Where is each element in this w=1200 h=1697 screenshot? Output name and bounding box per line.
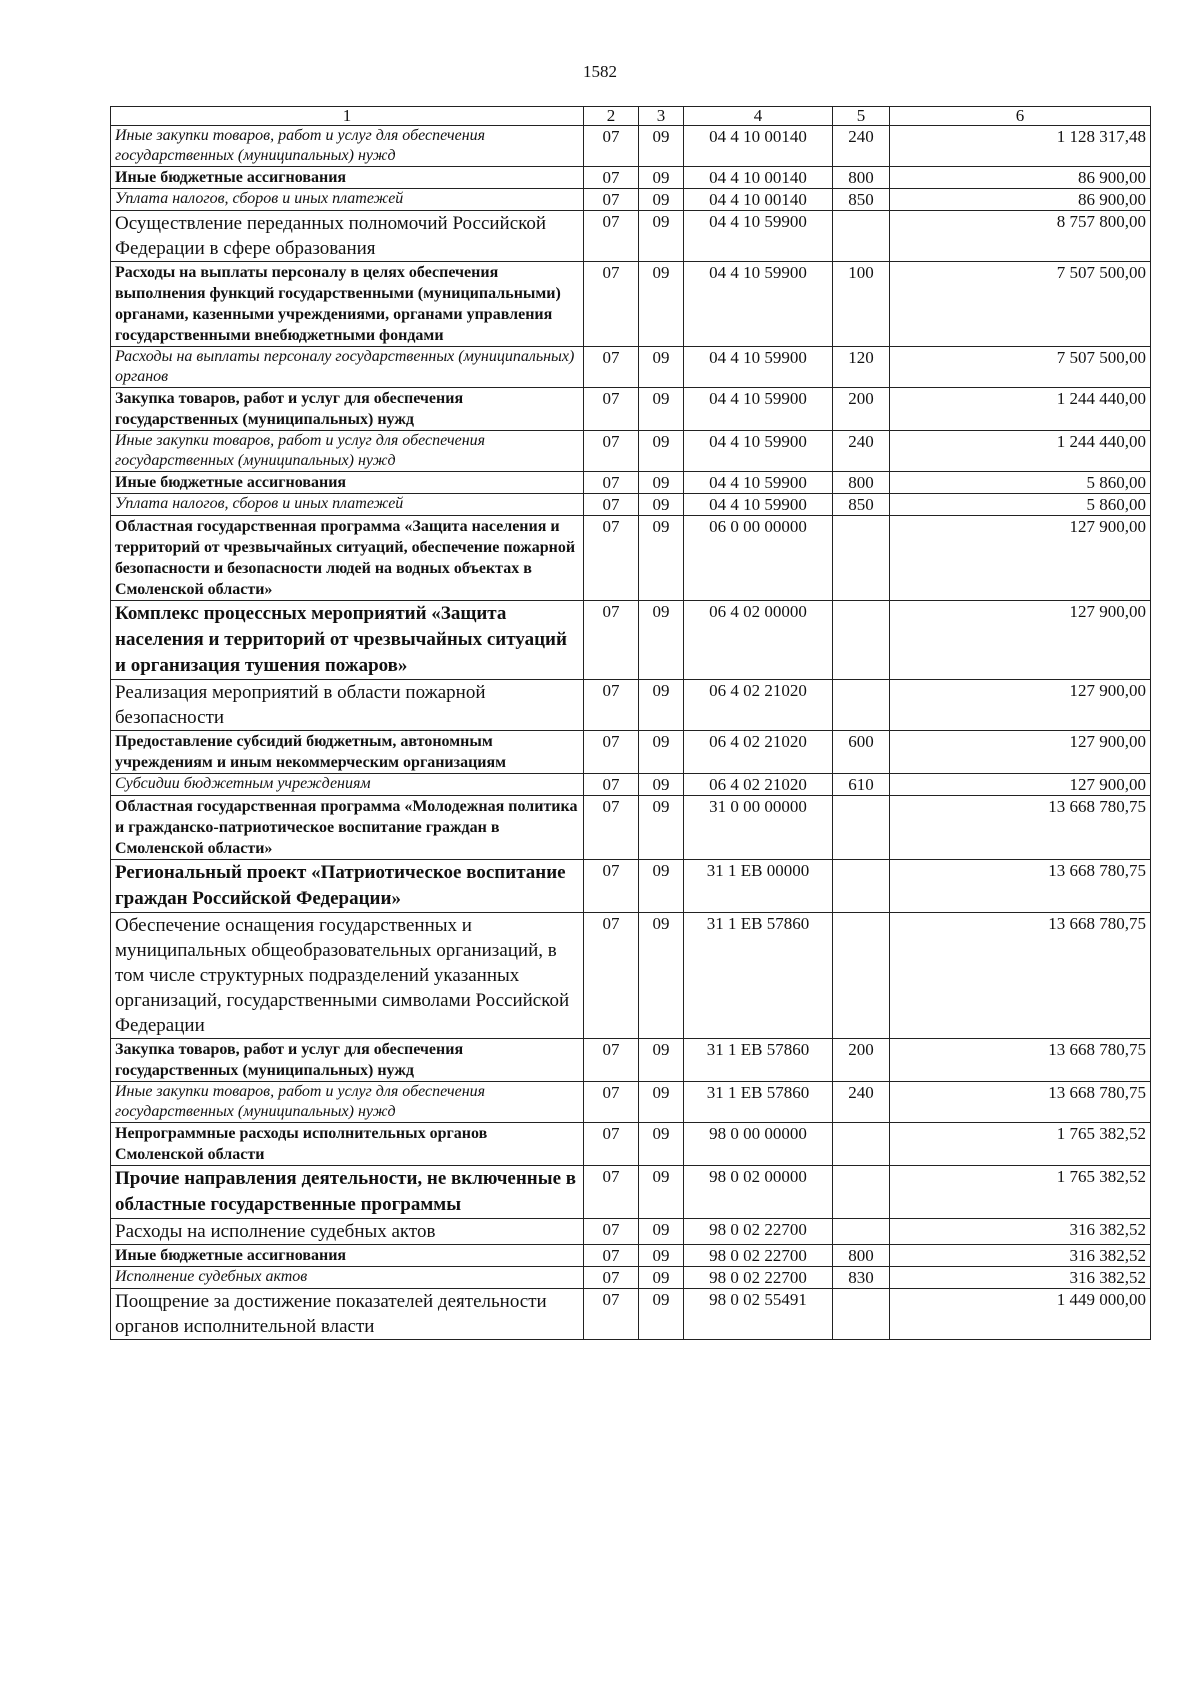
- expense-type-cell: [833, 1123, 890, 1166]
- row-name-cell: Иные закупки товаров, работ и услуг для обеспечения государственных (муниципальных) нужд: [111, 431, 584, 472]
- row-name-cell: Расходы на выплаты персоналу в целях обеспечения выполнения функций государственными (муниципальными) органами, казенными учреждениями, органами управления государственными внебюджетными фондами: [111, 262, 584, 347]
- row-name-cell: Региональный проект «Патриотическое воспитание граждан Российской Федерации»: [111, 860, 584, 913]
- row-name-cell: Областная государственная программа «Защита населения и территорий от чрезвычайных ситуаций, обеспечение пожарной безопасности и безопасности людей на водных объектах в Смоленской области»: [111, 516, 584, 601]
- expense-type-cell: 240: [833, 1082, 890, 1123]
- row-name-cell: Осуществление переданных полномочий Российской Федерации в сфере образования: [111, 211, 584, 262]
- amount-cell: 5 860,00: [890, 472, 1151, 494]
- target-article-cell: 98 0 02 22700: [684, 1219, 833, 1245]
- expense-type-cell: 830: [833, 1267, 890, 1289]
- table-row: [111, 472, 1151, 494]
- row-name-cell: Иные бюджетные ассигнования: [111, 1245, 584, 1267]
- expense-type-cell: 200: [833, 388, 890, 431]
- table-row: [111, 601, 1151, 680]
- amount-cell: 1 244 440,00: [890, 388, 1151, 431]
- table-header-row: [111, 107, 1151, 126]
- row-name-cell: Предоставление субсидий бюджетным, автономным учреждениям и иным некоммерческим организациям: [111, 731, 584, 774]
- subsection-code-cell: 09: [639, 211, 684, 262]
- section-code-cell: 07: [584, 1166, 639, 1219]
- section-code-cell: 07: [584, 1123, 639, 1166]
- section-code-cell: 07: [584, 796, 639, 860]
- target-article-cell: 06 4 02 21020: [684, 774, 833, 796]
- subsection-code-cell: 09: [639, 774, 684, 796]
- target-article-cell: 04 4 10 59900: [684, 494, 833, 516]
- table-row: [111, 189, 1151, 211]
- table-row: [111, 347, 1151, 388]
- target-article-cell: 04 4 10 59900: [684, 431, 833, 472]
- target-article-cell: 04 4 10 00140: [684, 189, 833, 211]
- amount-cell: 13 668 780,75: [890, 796, 1151, 860]
- subsection-code-cell: 09: [639, 1219, 684, 1245]
- amount-cell: 127 900,00: [890, 601, 1151, 680]
- section-code-cell: 07: [584, 1245, 639, 1267]
- amount-cell: 8 757 800,00: [890, 211, 1151, 262]
- expense-type-cell: 600: [833, 731, 890, 774]
- subsection-code-cell: 09: [639, 494, 684, 516]
- amount-cell: 13 668 780,75: [890, 1039, 1151, 1082]
- target-article-cell: 04 4 10 00140: [684, 167, 833, 189]
- section-code-cell: 07: [584, 601, 639, 680]
- table-row: [111, 860, 1151, 913]
- column-header-3: 3: [639, 107, 684, 126]
- table-row: [111, 913, 1151, 1039]
- subsection-code-cell: 09: [639, 347, 684, 388]
- section-code-cell: 07: [584, 494, 639, 516]
- amount-cell: 1 765 382,52: [890, 1166, 1151, 1219]
- subsection-code-cell: 09: [639, 388, 684, 431]
- section-code-cell: 07: [584, 126, 639, 167]
- subsection-code-cell: 09: [639, 796, 684, 860]
- subsection-code-cell: 09: [639, 516, 684, 601]
- row-name-cell: Областная государственная программа «Молодежная политика и гражданско-патриотическое воспитание граждан в Смоленской области»: [111, 796, 584, 860]
- amount-cell: 1 244 440,00: [890, 431, 1151, 472]
- section-code-cell: 07: [584, 913, 639, 1039]
- subsection-code-cell: 09: [639, 472, 684, 494]
- row-name-cell: Иные закупки товаров, работ и услуг для обеспечения государственных (муниципальных) нужд: [111, 126, 584, 167]
- target-article-cell: 06 4 02 21020: [684, 731, 833, 774]
- budget-table: [110, 106, 1151, 1340]
- target-article-cell: 31 1 ЕВ 57860: [684, 913, 833, 1039]
- subsection-code-cell: 09: [639, 913, 684, 1039]
- table-row: [111, 1289, 1151, 1340]
- expense-type-cell: [833, 1166, 890, 1219]
- expense-type-cell: 240: [833, 431, 890, 472]
- expense-type-cell: 800: [833, 472, 890, 494]
- section-code-cell: 07: [584, 680, 639, 731]
- section-code-cell: 07: [584, 1267, 639, 1289]
- subsection-code-cell: 09: [639, 860, 684, 913]
- table-row: [111, 796, 1151, 860]
- subsection-code-cell: 09: [639, 262, 684, 347]
- table-row: [111, 731, 1151, 774]
- target-article-cell: 04 4 10 59900: [684, 472, 833, 494]
- row-name-cell: Уплата налогов, сборов и иных платежей: [111, 189, 584, 211]
- target-article-cell: 04 4 10 59900: [684, 388, 833, 431]
- table-row: [111, 1267, 1151, 1289]
- table-row: [111, 388, 1151, 431]
- expense-type-cell: [833, 1219, 890, 1245]
- amount-cell: 127 900,00: [890, 680, 1151, 731]
- section-code-cell: 07: [584, 211, 639, 262]
- page-number: 1582: [583, 62, 617, 81]
- table-row: [111, 1039, 1151, 1082]
- amount-cell: 127 900,00: [890, 516, 1151, 601]
- table-row: [111, 167, 1151, 189]
- table-row: [111, 431, 1151, 472]
- expense-type-cell: 800: [833, 1245, 890, 1267]
- table-row: [111, 1219, 1151, 1245]
- column-header-4: 4: [684, 107, 833, 126]
- row-name-cell: Расходы на исполнение судебных актов: [111, 1219, 584, 1245]
- amount-cell: 316 382,52: [890, 1219, 1151, 1245]
- target-article-cell: 31 1 ЕВ 57860: [684, 1082, 833, 1123]
- section-code-cell: 07: [584, 1082, 639, 1123]
- section-code-cell: 07: [584, 189, 639, 211]
- row-name-cell: Уплата налогов, сборов и иных платежей: [111, 494, 584, 516]
- subsection-code-cell: 09: [639, 680, 684, 731]
- expense-type-cell: [833, 913, 890, 1039]
- subsection-code-cell: 09: [639, 731, 684, 774]
- table-row: [111, 126, 1151, 167]
- column-header-1: 1: [111, 107, 584, 126]
- column-header-5: 5: [833, 107, 890, 126]
- expense-type-cell: [833, 211, 890, 262]
- expense-type-cell: 850: [833, 494, 890, 516]
- expense-type-cell: [833, 601, 890, 680]
- table-row: [111, 1245, 1151, 1267]
- amount-cell: 316 382,52: [890, 1267, 1151, 1289]
- section-code-cell: 07: [584, 774, 639, 796]
- subsection-code-cell: 09: [639, 167, 684, 189]
- target-article-cell: 31 0 00 00000: [684, 796, 833, 860]
- section-code-cell: 07: [584, 860, 639, 913]
- target-article-cell: 98 0 00 00000: [684, 1123, 833, 1166]
- row-name-cell: Расходы на выплаты персоналу государственных (муниципальных) органов: [111, 347, 584, 388]
- expense-type-cell: [833, 516, 890, 601]
- target-article-cell: 04 4 10 00140: [684, 126, 833, 167]
- target-article-cell: 31 1 ЕВ 00000: [684, 860, 833, 913]
- expense-type-cell: [833, 680, 890, 731]
- section-code-cell: 07: [584, 388, 639, 431]
- subsection-code-cell: 09: [639, 1166, 684, 1219]
- amount-cell: 86 900,00: [890, 167, 1151, 189]
- expense-type-cell: 610: [833, 774, 890, 796]
- table-row: [111, 1082, 1151, 1123]
- target-article-cell: 98 0 02 55491: [684, 1289, 833, 1340]
- expense-type-cell: 800: [833, 167, 890, 189]
- amount-cell: 127 900,00: [890, 731, 1151, 774]
- section-code-cell: 07: [584, 472, 639, 494]
- row-name-cell: Поощрение за достижение показателей деятельности органов исполнительной власти: [111, 1289, 584, 1340]
- column-header-2: 2: [584, 107, 639, 126]
- subsection-code-cell: 09: [639, 1289, 684, 1340]
- amount-cell: 13 668 780,75: [890, 913, 1151, 1039]
- target-article-cell: 06 0 00 00000: [684, 516, 833, 601]
- table-row: [111, 1166, 1151, 1219]
- expense-type-cell: 240: [833, 126, 890, 167]
- target-article-cell: 04 4 10 59900: [684, 211, 833, 262]
- amount-cell: 127 900,00: [890, 774, 1151, 796]
- amount-cell: 7 507 500,00: [890, 262, 1151, 347]
- table-row: [111, 680, 1151, 731]
- table-row: [111, 211, 1151, 262]
- subsection-code-cell: 09: [639, 1245, 684, 1267]
- target-article-cell: 04 4 10 59900: [684, 262, 833, 347]
- subsection-code-cell: 09: [639, 126, 684, 167]
- subsection-code-cell: 09: [639, 1267, 684, 1289]
- section-code-cell: 07: [584, 167, 639, 189]
- expense-type-cell: 200: [833, 1039, 890, 1082]
- amount-cell: 13 668 780,75: [890, 860, 1151, 913]
- target-article-cell: 04 4 10 59900: [684, 347, 833, 388]
- row-name-cell: Иные закупки товаров, работ и услуг для обеспечения государственных (муниципальных) нужд: [111, 1082, 584, 1123]
- section-code-cell: 07: [584, 1219, 639, 1245]
- row-name-cell: Закупка товаров, работ и услуг для обеспечения государственных (муниципальных) нужд: [111, 1039, 584, 1082]
- row-name-cell: Реализация мероприятий в области пожарной безопасности: [111, 680, 584, 731]
- target-article-cell: 06 4 02 21020: [684, 680, 833, 731]
- table-row: [111, 494, 1151, 516]
- section-code-cell: 07: [584, 731, 639, 774]
- subsection-code-cell: 09: [639, 601, 684, 680]
- table-row: [111, 262, 1151, 347]
- target-article-cell: 98 0 02 00000: [684, 1166, 833, 1219]
- expense-type-cell: [833, 796, 890, 860]
- target-article-cell: 31 1 ЕВ 57860: [684, 1039, 833, 1082]
- expense-type-cell: [833, 1289, 890, 1340]
- table-row: [111, 516, 1151, 601]
- section-code-cell: 07: [584, 1289, 639, 1340]
- row-name-cell: Исполнение судебных актов: [111, 1267, 584, 1289]
- row-name-cell: Иные бюджетные ассигнования: [111, 167, 584, 189]
- row-name-cell: Комплекс процессных мероприятий «Защита населения и территорий от чрезвычайных ситуаций и организация тушения пожаров»: [111, 601, 584, 680]
- section-code-cell: 07: [584, 347, 639, 388]
- row-name-cell: Непрограммные расходы исполнительных органов Смоленской области: [111, 1123, 584, 1166]
- amount-cell: 86 900,00: [890, 189, 1151, 211]
- amount-cell: 13 668 780,75: [890, 1082, 1151, 1123]
- target-article-cell: 06 4 02 00000: [684, 601, 833, 680]
- amount-cell: 1 765 382,52: [890, 1123, 1151, 1166]
- section-code-cell: 07: [584, 431, 639, 472]
- table-body: [111, 126, 1151, 1340]
- table-row: [111, 1123, 1151, 1166]
- row-name-cell: Закупка товаров, работ и услуг для обеспечения государственных (муниципальных) нужд: [111, 388, 584, 431]
- expense-type-cell: 100: [833, 262, 890, 347]
- subsection-code-cell: 09: [639, 431, 684, 472]
- table-row: [111, 774, 1151, 796]
- amount-cell: 1 449 000,00: [890, 1289, 1151, 1340]
- section-code-cell: 07: [584, 516, 639, 601]
- subsection-code-cell: 09: [639, 1039, 684, 1082]
- subsection-code-cell: 09: [639, 189, 684, 211]
- expense-type-cell: 850: [833, 189, 890, 211]
- row-name-cell: Иные бюджетные ассигнования: [111, 472, 584, 494]
- subsection-code-cell: 09: [639, 1082, 684, 1123]
- target-article-cell: 98 0 02 22700: [684, 1245, 833, 1267]
- row-name-cell: Обеспечение оснащения государственных и муниципальных общеобразовательных организаций, в том числе структурных подразделений указанных организаций, государственными символами Российской Федерации: [111, 913, 584, 1039]
- row-name-cell: Субсидии бюджетным учреждениям: [111, 774, 584, 796]
- expense-type-cell: [833, 860, 890, 913]
- amount-cell: 1 128 317,48: [890, 126, 1151, 167]
- subsection-code-cell: 09: [639, 1123, 684, 1166]
- section-code-cell: 07: [584, 262, 639, 347]
- column-header-6: 6: [890, 107, 1151, 126]
- amount-cell: 316 382,52: [890, 1245, 1151, 1267]
- amount-cell: 5 860,00: [890, 494, 1151, 516]
- section-code-cell: 07: [584, 1039, 639, 1082]
- expense-type-cell: 120: [833, 347, 890, 388]
- row-name-cell: Прочие направления деятельности, не включенные в областные государственные программы: [111, 1166, 584, 1219]
- amount-cell: 7 507 500,00: [890, 347, 1151, 388]
- target-article-cell: 98 0 02 22700: [684, 1267, 833, 1289]
